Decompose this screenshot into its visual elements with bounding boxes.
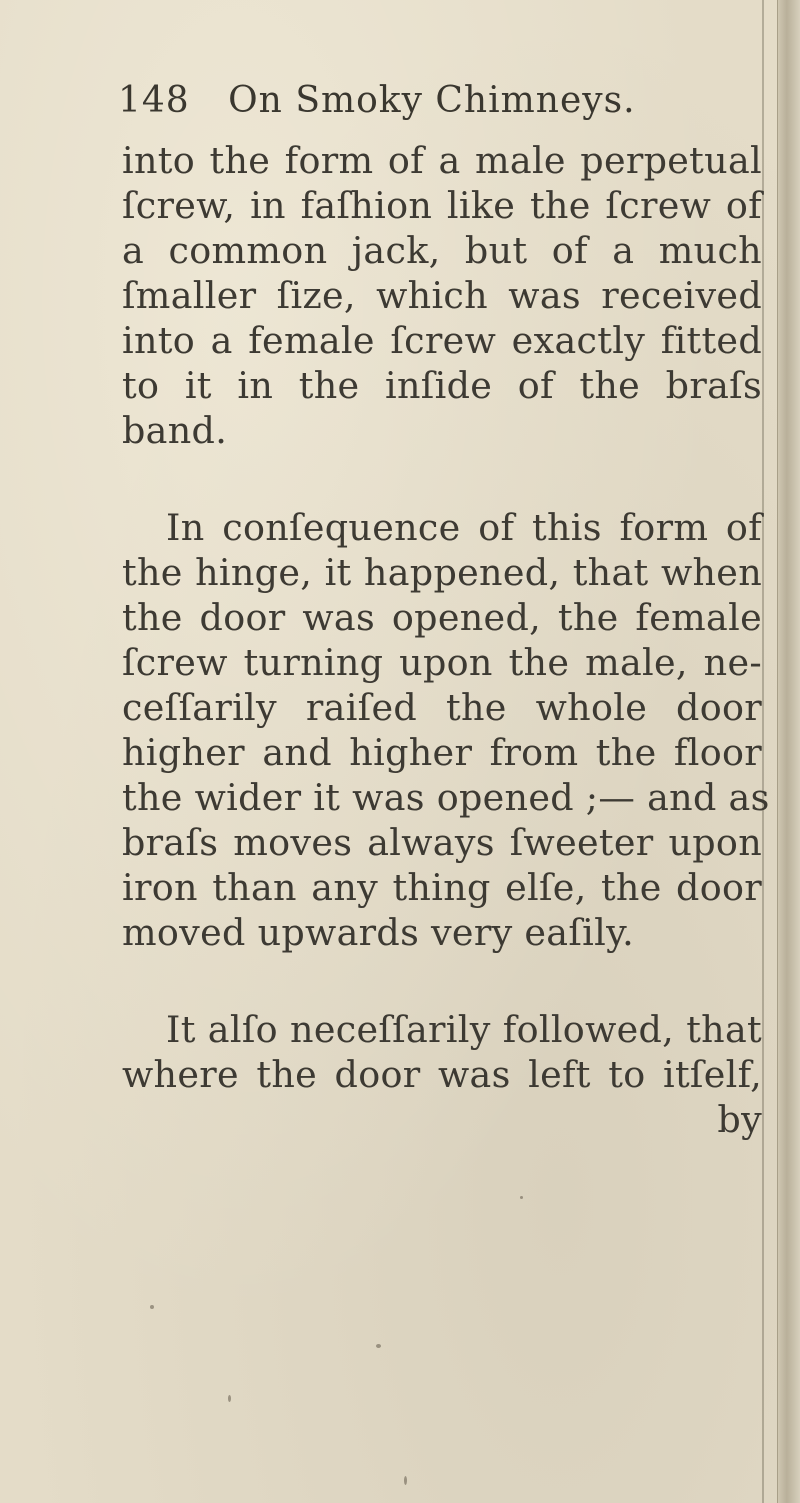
- page-header: [118, 80, 738, 128]
- text-line: It alſo neceſſarily followed, that: [166, 1008, 762, 1051]
- text-line: braſs moves always ſweeter upon: [122, 821, 762, 864]
- paragraph-gap: [122, 453, 762, 505]
- paper-speck: [150, 1305, 154, 1309]
- body-text: [122, 138, 770, 1142]
- text-line: In conſequence of this form of: [166, 506, 762, 549]
- text-line: the hinge, it happened, that when: [122, 551, 762, 594]
- text-line: into a female ſcrew exactly fitted: [122, 319, 762, 362]
- paper-speck: [404, 1476, 407, 1485]
- text-line: moved upwards very eaſily.: [122, 911, 635, 954]
- text-line: a common jack, but of a much: [122, 229, 762, 272]
- page-gutter-edge: [777, 0, 800, 1503]
- text-line: ſmaller ſize, which was received: [122, 274, 762, 317]
- paragraph-gap: [122, 955, 762, 1007]
- page-number: 148: [118, 80, 190, 121]
- text-line: ceſſarily raiſed the whole door: [122, 686, 762, 729]
- paper-speck: [228, 1395, 231, 1402]
- paper-speck: [520, 1196, 523, 1199]
- text-line: ſcrew, in faſhion like the ſcrew of: [122, 184, 762, 227]
- paper-speck: [376, 1344, 381, 1348]
- text-line: band.: [122, 409, 228, 452]
- text-line: the door was opened, the female: [122, 596, 762, 639]
- text-line: where the door was left to itſelf,: [122, 1053, 762, 1096]
- text-line: the wider it was opened ;— and as: [122, 776, 770, 819]
- running-head: On Smoky Chimneys.: [228, 80, 636, 121]
- text-line: higher and higher from the floor: [122, 731, 762, 774]
- binding-shadow: [762, 0, 764, 1503]
- text-line: into the form of a male perpetual: [122, 139, 762, 182]
- text-line: to it in the inſide of the braſs: [122, 364, 762, 407]
- text-line: iron than any thing elſe, the door: [122, 866, 762, 909]
- catchword: by: [717, 1098, 762, 1141]
- text-line: ſcrew turning upon the male, ne-: [122, 641, 762, 684]
